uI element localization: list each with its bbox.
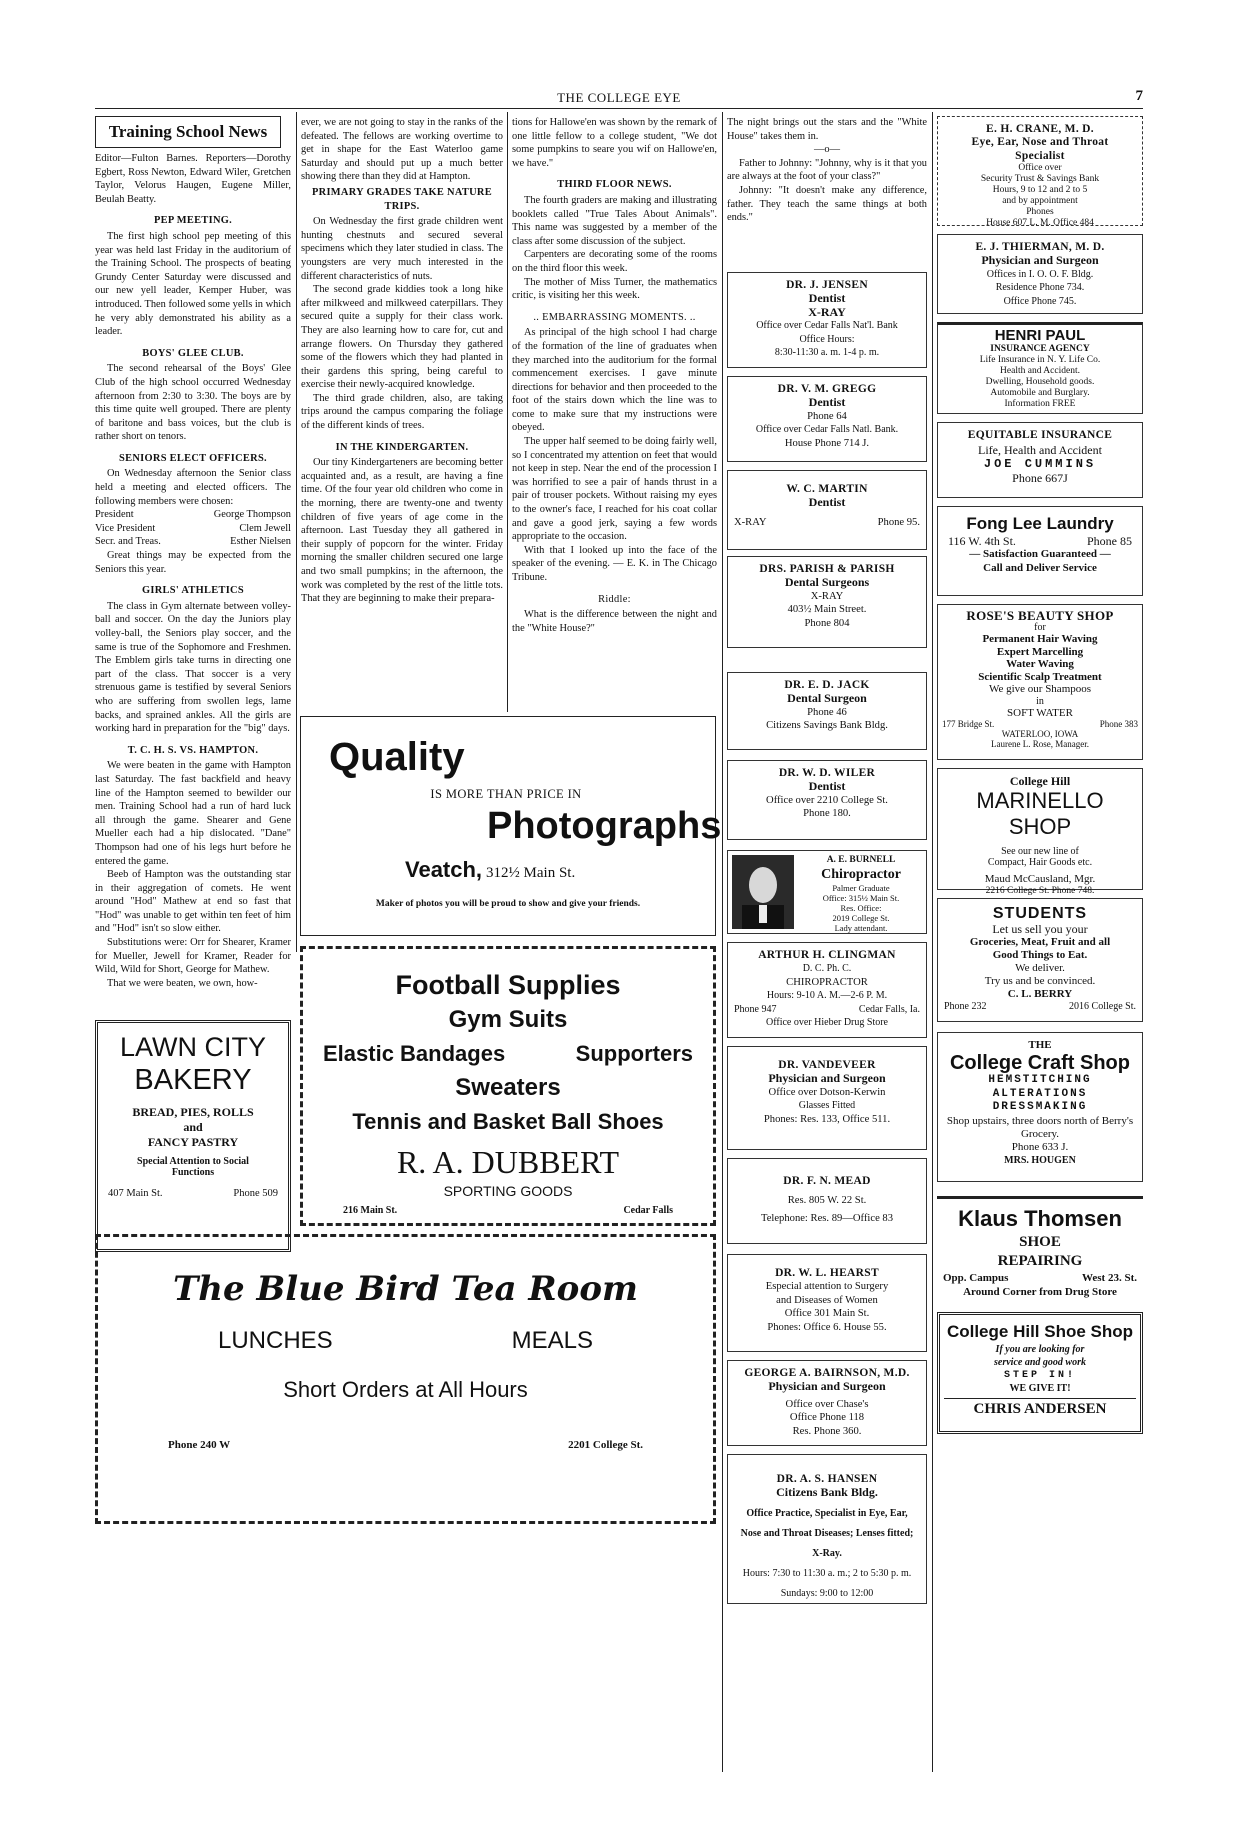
primary-heading: PRIMARY GRADES TAKE NATURE TRIPS. [312, 186, 492, 212]
staff-list: Editor—Fulton Barnes. Reporters—Dorothy Egbert, Ross Newton, Edward Wiler, Gretchen Taylor, Velorus Haugen, Eugene Miller, Beulah Beatty. [95, 153, 291, 205]
bairnson-card: GEORGE A. BAIRNSON, M.D. Physician and Surgeon Office over Chase's Office Phone 118 Res. Phone 360. [727, 1360, 927, 1446]
third-text: The fourth graders are making and illustrating booklets called "True Tales About Animals". This name was suggested by a member of the class after some discussion of the subject. [512, 194, 717, 247]
pep-heading: PEP MEETING. [153, 215, 233, 227]
bakery-ad [95, 1020, 291, 1252]
jensen-card: DR. J. JENSEN Dentist X-RAY Office over Cedar Falls Nat'l. Bank Office Hours: 8:30-11:30 a. m. 1-4 p. m. [727, 272, 927, 368]
dubbert-line: Gym Suits [448, 1006, 568, 1033]
dubbert-type: SPORTING GOODS [443, 1183, 573, 1199]
quality-ad [300, 716, 722, 936]
third-text: Carpenters are decorating some of the rooms on the third floor this week. [512, 249, 717, 274]
paul-card: HENRI PAUL INSURANCE AGENCY Life Insurance in N. Y. Life Co. Health and Accident. Dwelling, Household goods. Automobile and Burglary. Information FREE [937, 322, 1143, 414]
seniors-close: Great things may be expected from the Seniors this year. [95, 550, 291, 575]
seniors-heading: SENIORS ELECT OFFICERS. [119, 452, 267, 464]
bluebird-name: The Blue Bird Tea Room [173, 1269, 638, 1309]
hearst-card: DR. W. L. HEARST Especial attention to Surgery and Diseases of Women Office 301 Main St. Phones: Office 6. House 55. [727, 1254, 927, 1352]
dubbert-ad [300, 946, 716, 1226]
embarrassing-text: As principal of the high school I had charge of the formation of the line of graduates when they marched into the auditorium for the formal commencement exercises. I gave minute directions for behavior and then proceeded to the foot of the stairs down which the line was to come to make sure that my instructions were obeyed. [512, 327, 717, 434]
bakery-line: and [183, 1120, 203, 1134]
quality-photographs: Photographs [487, 805, 722, 847]
embarrassing-heading: .. EMBARRASSING MOMENTS. .. [533, 311, 696, 323]
klaus-card: Klaus Thomsen SHOE REPAIRING Opp. Campus West 23. St. Around Corner from Drug Store [937, 1196, 1143, 1300]
hampton-text: Substitutions were: Orr for Shearer, Kramer for Mueller, Jewell for Kramer, Reader for Wild, Wild for Short, George for Mathew. [95, 937, 291, 976]
pep-text: The first high school pep meeting of this year was held last Friday in the auditorium of the Training School. The prospects of beating Grundy Center Saturday were discussed and our new yell leader, Kemper Huber, was introduced. Then followed some yells in which he very ably demonstrated his ability as a leader. [95, 230, 291, 338]
riddle-heading: Riddle: [598, 593, 631, 605]
bakery-line: Special Attention to Social Functions [137, 1156, 249, 1178]
dubbert-footer: 216 Main St. Cedar Falls [343, 1205, 673, 1216]
wiler-card: DR. W. D. WILER Dentist Office over 2210 College St. Phone 180. [727, 760, 927, 840]
riddle-text: What is the difference between the night and the "White House?" [512, 609, 717, 634]
mead-card: DR. F. N. MEAD Res. 805 W. 22 St. Telephone: Res. 89—Office 83 [727, 1158, 927, 1244]
vandeveer-card: DR. VANDEVEER Physician and Surgeon Office over Dotson-Kerwin Glasses Fitted Phones: Res. 133, Office 511. [727, 1046, 927, 1150]
seniors-text: On Wednesday afternoon the Senior class held a meeting and elected officers. The following members were chosen: [95, 468, 291, 507]
girls-text: The class in Gym alternate between volley-ball and soccer. On the day the Juniors play volley-ball, the Seniors play soccer, and the same is true of the Sophomore and Freshmen. The Emblem girls take turns in directing one part of the class. That soccer is a very strenuous game is testified by several Seniors who are suffering from swollen legs, lame backs, and sprained ankles. All the girls are working hard in preparation for the "big" days. [95, 600, 291, 735]
officer-row: Vice President Clem Jewell [95, 522, 291, 534]
riddle-answer: The night brings out the stars and the "White House" takes them in. [727, 117, 927, 142]
page-header [95, 88, 1143, 108]
hampton-heading: T. C. H. S. VS. HAMPTON. [127, 744, 259, 756]
training-school-column [95, 116, 291, 1016]
rose-card: ROSE'S BEAUTY SHOP for Permanent Hair Waving Expert Marcelling Water Waving Scientific Scalp Treatment We give our Shampoos in SOFT WATER 177 Bridge St. Phone 383 WATERLOO, IOWA Laurene L. Rose, Manager. [937, 604, 1143, 760]
primary-text: On Wednesday the first grade children went hunting chestnuts and secured several specimens which they later studied in class. The youngsters are very much interested in the different characteristics of nuts. [301, 216, 503, 282]
dubbert-line: Elastic Bandages Supporters [323, 1041, 693, 1066]
third-floor-column [512, 116, 717, 712]
bakery-footer: 407 Main St. Phone 509 [108, 1188, 278, 1199]
martin-card: W. C. MARTIN Dentist X-RAY Phone 95. [727, 470, 927, 550]
hampton-text: That we were beaten, we own, how- [107, 977, 258, 989]
officer-row: Secr. and Treas. Esther Nielsen [95, 536, 291, 548]
primary-column [301, 116, 503, 712]
bakery-line: FANCY PASTRY [147, 1135, 239, 1149]
bakery-line: BREAD, PIES, ROLLS [132, 1105, 254, 1119]
parish-card: DRS. PARISH & PARISH Dental Surgeons X-RAY 403½ Main Street. Phone 804 [727, 556, 927, 648]
dubbert-name: R. A. DUBBERT [396, 1144, 620, 1180]
column-rule [507, 112, 508, 712]
third-heading: THIRD FLOOR NEWS. [557, 179, 672, 191]
column-rule [932, 112, 933, 1772]
primary-text: The second grade kiddies took a long hike after milkweed and milkweed caterpillars. They secured quite a supply for their class work. They are also learning how to care for, cut and arrange flowers. On Thursday they gathered some of the flowers which they had planted in their gardens this spring, being careful to exercise their newly-acquired knowledge. [301, 284, 503, 391]
kinder-heading: IN THE KINDERGARTEN. [335, 441, 469, 453]
embarrassing-text: With that I looked up into the face of the speaker of the evening. — E. K. in The Chicago Tribune. [512, 544, 717, 583]
hampton-text: We were beaten in the game with Hampton last Saturday. The fast backfield and heavy line of the Hampton seemed to bewilder our men. Training School had a run of hard luck all through the game. Shearer and Gene Mueller each had a hip dislocated. "Dane" Thompson had one of his legs hurt before he entered the game. [95, 760, 291, 867]
girls-heading: GIRLS' ATHLETICS [142, 585, 244, 597]
fonglee-card: Fong Lee Laundry 116 W. 4th St. Phone 85 — Satisfaction Guaranteed — Call and Deliver Service [937, 506, 1143, 596]
hampton-cont: ever, we are not going to stay in the ranks of the defeated. The fellows are working overtime to get in shape for the East Waterloo game Saturday and should put up a much better showing there than they did at Hampton. [301, 117, 503, 183]
training-school-heading: Training School News [95, 116, 281, 148]
studio-line: Veatch, 312½ Main St. [405, 857, 576, 882]
page-number: 7 [1135, 88, 1143, 104]
joke-answer: Johnny: "It doesn't make any difference, father. They teach the same things at both ends." [727, 184, 927, 224]
shoeshop-card: College Hill Shoe Shop If you are looking for service and good work STEP IN! WE GIVE IT! CHRIS ANDERSEN [937, 1312, 1143, 1434]
officer-row: President George Thompson [95, 509, 291, 521]
dubbert-line: Sweaters [455, 1074, 561, 1101]
quality-line: IS MORE THAN PRICE IN [430, 787, 582, 801]
bakery-name: LAWN CITY [119, 1032, 266, 1062]
quality-title: Quality [329, 735, 465, 779]
burnell-card: A. E. BURNELL Chiropractor Palmer Graduate Office: 315½ Main St. Res. Office: 2019 College St. Lady attendant. [727, 850, 927, 934]
column-rule [722, 112, 723, 1772]
equitable-card: EQUITABLE INSURANCE Life, Health and Accident JOE CUMMINS Phone 667J [937, 422, 1143, 498]
glee-text: The second rehearsal of the Boys' Glee Club of the high school occurred Wednesday afternoon from 2:30 to 3:30. The boys are by this time quite well grouped. There are plenty of baritone and bass voices, but the club is rather short on tenors. [95, 363, 291, 443]
jokes-column: The night brings out the stars and the "White House" takes them in. —o— Father to Johnny: "Johnny, why is it that you are always at the foot of your class?" Johnny: "It doesn't make any difference, father. They teach the same things at both ends." [727, 117, 927, 224]
students-card: STUDENTS Let us sell you your Groceries, Meat, Fruit and all Good Things to Eat. We deliver. Try us and be convinced. C. L. BERRY Phone 232 2016 College St. [937, 898, 1143, 1022]
column-rule [296, 112, 297, 952]
burnell-portrait [732, 855, 794, 929]
bakery-name: BAKERY [134, 1064, 252, 1096]
craft-card: THE College Craft Shop HEMSTITCHING ALTERATIONS DRESSMAKING Shop upstairs, three doors north of Berry's Grocery. Phone 633 J. MRS. HOUGEN [937, 1032, 1143, 1182]
embarrassing-text: The upper half seemed to be doing fairly well, so I concentrated my attention on feet that would not keep in step. Near the end of the procession I was horrified to see a pair of hands thrust in a pair of trouser pockets. Without raising my eyes to the owner's face, I reached for his coat collar and gave a good jerk, saying a few words appropriate to the occasion. [512, 436, 717, 543]
hansen-card: DR. A. S. HANSEN Citizens Bank Bldg. Office Practice, Specialist in Eye, Ear, Nose and Throat Diseases; Lenses fitted; X-Ray. Hours: 7:30 to 11:30 a. m.; 2 to 5:30 p. m. Sundays: 9:00 to 12:00 [727, 1454, 927, 1604]
bluebird-orders: Short Orders at All Hours [283, 1377, 528, 1402]
gregg-card: DR. V. M. GREGG Dentist Phone 64 Office over Cedar Falls Natl. Bank. House Phone 714 J. [727, 376, 927, 462]
clingman-card: ARTHUR H. CLINGMAN D. C. Ph. C. CHIROPRACTOR Hours: 9-10 A. M.—2-6 P. M. Phone 947 Cedar Falls, Ia. Office over Hieber Drug Store [727, 942, 927, 1038]
bluebird-ad [95, 1234, 716, 1524]
joke-question: Father to Johnny: "Johnny, why is it that you are always at the foot of your class?" [727, 157, 927, 183]
bluebird-offer: LUNCHES MEALS [218, 1327, 593, 1354]
kinder-cont: tions for Hallowe'en was shown by the remark of one little fellow to a college student, "We dot some pumpkins to seare you wif on Hallowe'en, we have." [512, 117, 717, 169]
kinder-text: Our tiny Kindergarteners are becoming better acquainted and, as a result, are having a fine time. Of the four year old children who come in the morning, there are twenty-one and twenty children of five years of age come in the afternoon. Last Tuesday they all gathered in their supply of popcorn for the winter. Friday morning the smaller children secured one large and two small pumpkins; in the afternoon, the work was completed by the rest of the little tots. That they are beginning to make their prepara- [301, 457, 503, 605]
quality-tagline: Maker of photos you will be proud to show and give your friends. [375, 899, 641, 909]
marinello-card: College Hill MARINELLO SHOP See our new line of Compact, Hair Goods etc. Maud McCausland, Mgr. 2216 College St. Phone 748. [937, 768, 1143, 890]
glee-heading: BOYS' GLEE CLUB. [142, 347, 244, 359]
masthead-title: THE COLLEGE EYE [557, 90, 681, 105]
hampton-text: Beeb of Hampton was the outstanding star in their aggregation of comets. He went around "Hod" Mathew at end so fast that "Hod" was unable to get within ten feet of him and "Hod" isn't so slow either. [95, 869, 291, 935]
dubbert-line: Tennis and Basket Ball Shoes [352, 1109, 664, 1134]
header-rule [95, 108, 1143, 109]
bluebird-footer: Phone 240 W 2201 College St. [168, 1439, 643, 1451]
primary-text: The third grade children, also, are taking trips around the campus comparing the foliage of the different kinds of trees. [301, 392, 503, 432]
thierman-card: E. J. THIERMAN, M. D. Physician and Surgeon Offices in I. O. O. F. Bldg. Residence Phone 734. Office Phone 745. [937, 234, 1143, 314]
third-text: The mother of Miss Turner, the mathematics critic, is visiting her this week. [512, 276, 717, 302]
jack-card: DR. E. D. JACK Dental Surgeon Phone 46 Citizens Savings Bank Bldg. [727, 672, 927, 750]
dubbert-line: Football Supplies [395, 970, 621, 1000]
crane-card: E. H. CRANE, M. D. Eye, Ear, Nose and Throat Specialist Office over Security Trust & Savings Bank Hours, 9 to 12 and 2 to 5 and by appointment Phones House 607 L. M. Office 484 [937, 116, 1143, 226]
